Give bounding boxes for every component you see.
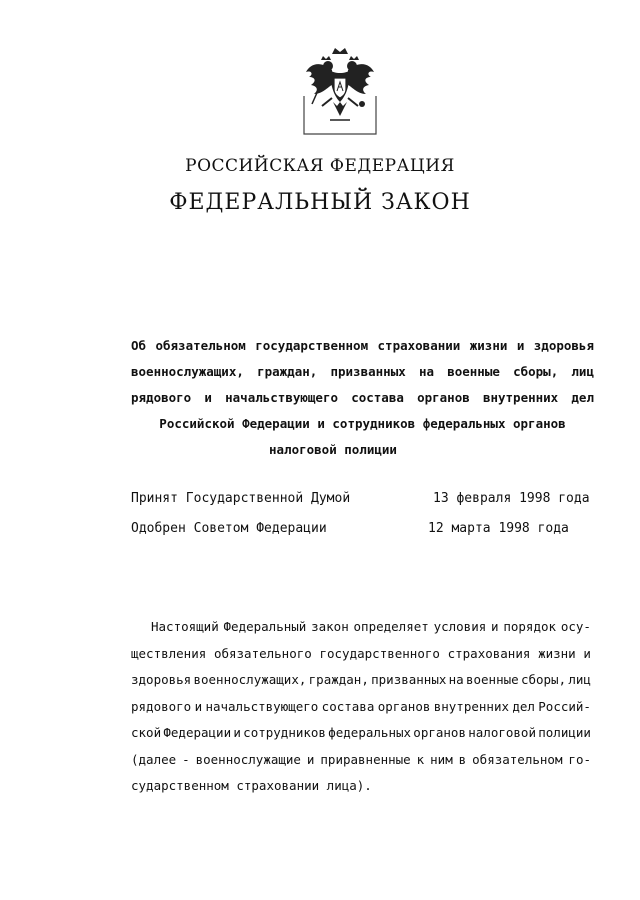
word: жизни <box>538 645 576 661</box>
adoption-label: Одобрен Советом Федерации <box>131 521 327 536</box>
word: - <box>182 751 190 767</box>
word: федеральных <box>328 725 412 740</box>
word: страхования <box>447 645 531 661</box>
word: определяет <box>353 619 429 634</box>
word: Федерации <box>163 725 232 740</box>
word: рядового <box>131 390 192 405</box>
preamble-line <box>131 614 591 641</box>
word: государственного <box>319 645 440 661</box>
preamble-paragraph <box>131 614 591 800</box>
word: Россий- <box>538 698 591 714</box>
word: к <box>416 751 425 767</box>
word: Об <box>131 338 147 353</box>
word: жизни <box>469 338 508 353</box>
word: обязательного <box>213 645 312 661</box>
word: органов <box>417 390 470 405</box>
word: здоровья <box>533 338 594 353</box>
word: состава <box>351 390 404 405</box>
word: и <box>516 338 525 353</box>
word: Федеральный <box>223 619 307 634</box>
word: призванных <box>371 672 447 687</box>
word: лиц <box>571 364 594 379</box>
adoption-date: 13 февраля 1998 года <box>433 491 590 506</box>
word: Настоящий <box>151 619 219 634</box>
word: и <box>194 698 203 714</box>
adoption-row-duma <box>131 491 601 506</box>
word: го- <box>568 751 591 767</box>
word: военнослужащих, <box>131 364 244 379</box>
word: начальствующего <box>205 698 319 714</box>
title-line <box>131 385 594 411</box>
word: военные <box>447 364 500 379</box>
word: граждан, <box>257 364 318 379</box>
word: и <box>306 751 315 767</box>
word: военнослужащие <box>195 751 301 767</box>
preamble-line <box>131 747 591 774</box>
adoption-row-federation-council <box>131 521 601 536</box>
title-line: Российской Федерации и сотрудников федеральных органов <box>159 416 566 431</box>
word: состава <box>321 698 375 714</box>
law-title <box>131 333 594 463</box>
preamble-line: сударственном страховании лица). <box>131 778 372 793</box>
word: условия <box>433 619 487 634</box>
preamble-line <box>131 694 591 721</box>
word: внутренних <box>433 698 509 714</box>
preamble-line <box>131 667 591 694</box>
word: обязательном <box>472 751 563 767</box>
word: граждан, <box>308 672 369 687</box>
word: обязательном <box>155 338 246 353</box>
word: и <box>233 725 241 740</box>
word: сборы, <box>520 672 567 687</box>
word: порядок <box>503 619 557 634</box>
word: налоговой <box>468 725 536 740</box>
word: на <box>448 672 464 687</box>
word: и <box>583 645 591 661</box>
word: на <box>418 364 434 379</box>
word: страховании <box>377 338 461 353</box>
word: государственном <box>255 338 369 353</box>
word: ним <box>430 751 453 767</box>
word: осу- <box>560 619 591 634</box>
coat-of-arms-icon <box>302 46 378 138</box>
title-line <box>131 333 594 359</box>
word: военные <box>465 672 519 687</box>
word: дел <box>571 390 594 405</box>
word: органов <box>377 698 431 714</box>
word: закон <box>311 619 349 634</box>
word: здоровья <box>131 672 192 687</box>
word: полиции <box>538 725 591 740</box>
word: сотрудников <box>243 725 326 740</box>
word: (далее <box>131 751 177 767</box>
word: органов <box>413 725 466 740</box>
word: ществления <box>131 645 207 661</box>
country-heading: РОССИЙСКАЯ ФЕДЕРАЦИЯ <box>185 156 455 176</box>
word: военнослужащих, <box>193 672 307 687</box>
adoption-label: Принят Государственной Думой <box>131 491 351 506</box>
word: и <box>204 390 212 405</box>
title-line <box>131 359 594 385</box>
word: внутренних <box>482 390 559 405</box>
word: дел <box>512 698 535 714</box>
word: ской <box>131 725 162 740</box>
preamble-line <box>131 720 591 747</box>
word: и <box>491 619 499 634</box>
word: призванных <box>330 364 406 379</box>
title-line: налоговой полиции <box>269 442 397 457</box>
word: приравненные <box>320 751 411 767</box>
word: сборы, <box>513 364 559 379</box>
document-type-heading: ФЕДЕРАЛЬНЫЙ ЗАКОН <box>169 190 471 215</box>
preamble-line <box>131 641 591 668</box>
word: начальствующего <box>225 390 339 405</box>
word: в <box>458 751 467 767</box>
adoption-date: 12 марта 1998 года <box>428 521 569 536</box>
word: лиц <box>568 672 591 687</box>
word: рядового <box>131 698 192 714</box>
